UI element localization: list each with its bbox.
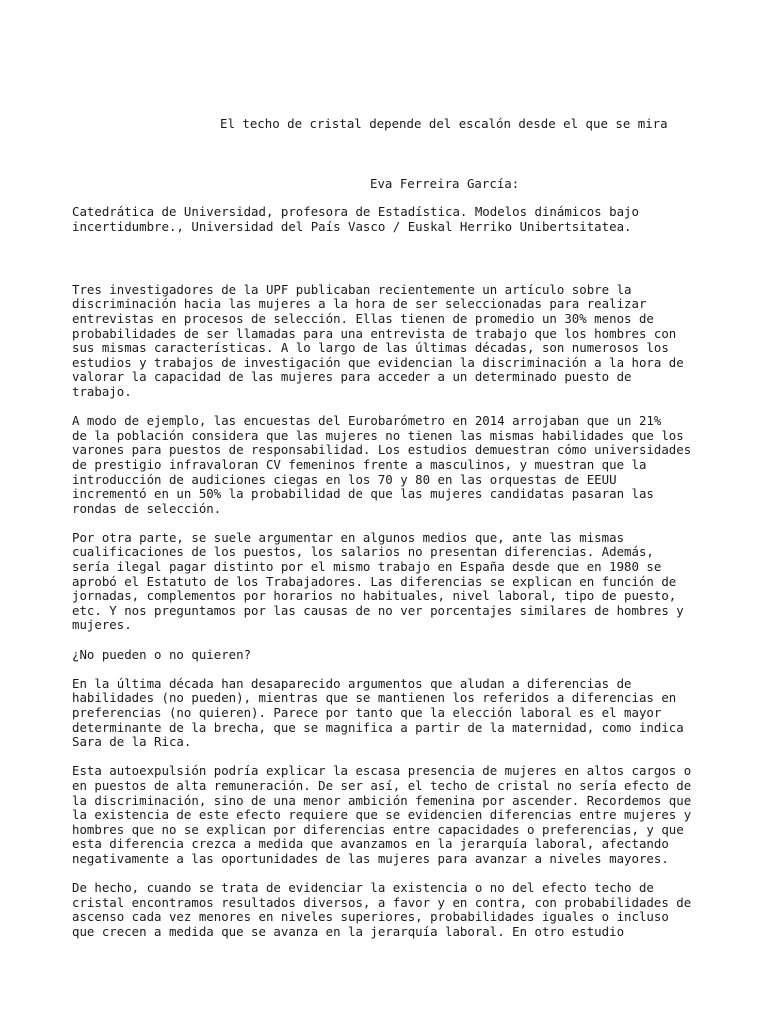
- document-title: El techo de cristal depende del escalón desde el que se mira: [220, 116, 668, 131]
- paragraphs-container: [72, 283, 702, 940]
- text-line: cristal encontramos resultados diversos, a favor y en contra, con probabilidades de: [72, 894, 692, 910]
- text-line: sus mismas características. A lo largo de las últimas décadas, son numerosos los: [72, 340, 669, 356]
- body-paragraph: [72, 764, 702, 866]
- author-name: Eva Ferreira García:: [370, 176, 520, 191]
- text-line: jornadas, complementos por horarios no habituales, nivel laboral, tipo de puesto,: [72, 588, 677, 604]
- body-paragraph: [72, 677, 702, 750]
- text-line: Esta autoexpulsión podría explicar la escasa presencia de mujeres en altos cargos o: [72, 763, 692, 779]
- text-line: valorar la capacidad de las mujeres para acceder a un determinado puesto de: [72, 369, 632, 385]
- body-paragraph: [72, 414, 702, 516]
- text-line: esta diferencia crezca a medida que avanzamos en la jerarquía laboral, afectando: [72, 836, 669, 852]
- spacer: [72, 249, 702, 283]
- text-line: entrevistas en procesos de selección. Ellas tienen de promedio un 30% menos de: [72, 310, 654, 326]
- text-line: Sara de la Rica.: [72, 734, 192, 750]
- text-line: incrementó en un 50% la probabilidad de que las mujeres candidatas pasaran las: [72, 486, 654, 502]
- text-line: Catedrática de Universidad, profesora de Estadística. Modelos dinámicos bajo: [72, 204, 639, 219]
- body-paragraph: [72, 283, 702, 400]
- text-line: probabilidades de ser llamadas para una entrevista de trabajo que los hombres con: [72, 325, 677, 341]
- text-line: negativamente a las oportunidades de las mujeres para avanzar a niveles mayores.: [72, 850, 669, 866]
- text-line: ¿No pueden o no quieren?: [72, 646, 252, 662]
- text-line: que crecen a medida que se avanza en la jerarquía laboral. En otro estudio: [72, 923, 625, 939]
- text-line: la discriminación, sino de una menor ambición femenina por ascender. Recordemos que: [72, 792, 692, 808]
- text-line: mujeres.: [72, 617, 132, 633]
- author-affiliation: [72, 205, 702, 234]
- text-line: incertidumbre., Universidad del País Vasco / Euskal Herriko Unibertsitatea.: [72, 218, 632, 234]
- text-line: habilidades (no pueden), mientras que se mantienen los referidos a diferencias en: [72, 690, 677, 706]
- text-line: etc. Y nos preguntamos por las causas de no ver porcentajes similares de hombres y: [72, 602, 684, 618]
- body-paragraph: [72, 648, 702, 663]
- text-line: introducción de audiciones ciegas en los 70 y 80 en las orquestas de EEUU: [72, 471, 617, 487]
- text-line: Por otra parte, se suele argumentar en algunos medios que, ante las mismas: [72, 529, 625, 545]
- text-line: de la población considera que las mujeres no tienen las mismas habilidades que los: [72, 427, 684, 443]
- text-line: Tres investigadores de la UPF publicaban recientemente un artículo sobre la: [72, 281, 632, 297]
- text-line: De hecho, cuando se trata de evidenciar la existencia o no del efecto techo de: [72, 880, 654, 896]
- text-line: la existencia de este efecto requiere que se evidencien diferencias entre mujeres y: [72, 807, 692, 823]
- text-line: trabajo.: [72, 383, 132, 399]
- text-line: cualificaciones de los puestos, los salarios no presentan diferencias. Además,: [72, 544, 654, 560]
- text-line: discriminación hacia las mujeres a la hora de ser seleccionadas para realizar: [72, 296, 647, 312]
- text-line: hombres que no se explican por diferencias entre capacidades o preferencias, y que: [72, 821, 684, 837]
- document-body: [72, 205, 702, 954]
- text-line: de prestigio infravaloran CV femeninos frente a masculinos, y muestran que la: [72, 456, 647, 472]
- text-line: A modo de ejemplo, las encuestas del Eurobarómetro en 2014 arrojaban que un 21%: [72, 413, 662, 429]
- text-line: estudios y trabajos de investigación que evidencian la discriminación a la hora de: [72, 354, 684, 370]
- text-line: en puestos de alta remuneración. De ser así, el techo de cristal no sería efecto de: [72, 777, 692, 793]
- body-paragraph: [72, 531, 702, 633]
- text-line: ascenso cada vez menores en niveles superiores, probabilidades iguales o incluso: [72, 909, 669, 925]
- text-line: sería ilegal pagar distinto por el mismo trabajo en España desde que en 1980 se: [72, 559, 662, 575]
- text-line: rondas de selección.: [72, 500, 222, 516]
- text-line: En la última década han desaparecido argumentos que aludan a diferencias de: [72, 675, 632, 691]
- text-line: determinante de la brecha, que se magnifica a partir de la maternidad, como indica: [72, 719, 684, 735]
- body-paragraph: [72, 881, 702, 939]
- text-line: preferencias (no quieren). Parece por tanto que la elección laboral es el mayor: [72, 705, 662, 720]
- text-line: aprobó el Estatuto de los Trabajadores. Las diferencias se explican en función de: [72, 573, 677, 589]
- text-line: varones para puestos de responsabilidad. Los estudios demuestran cómo universidades: [72, 442, 692, 458]
